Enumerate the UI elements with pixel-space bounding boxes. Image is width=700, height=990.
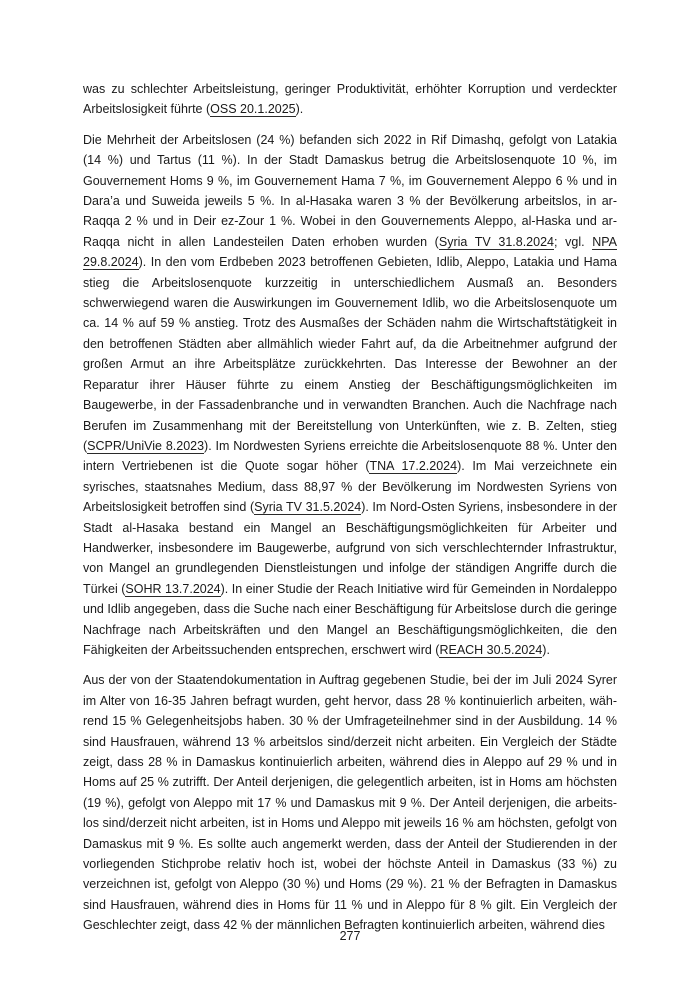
paragraph-text: ). In einer Studie der Reach Initiative wird für Gemeinden in Nordaleppo und Idlib angegeben, dass die Suche nach einer Beschäftigung für Arbeitslose durch die geringe Nachfrage nach Arbeitskräften und den Mangel an Beschäftigungsmöglichkeiten, die den Fähigkeiten der Arbeitssuchenden entsprechen, erschwert wird ( <box>83 581 618 657</box>
citation-link[interactable]: Syria TV 31.5.2024 <box>254 500 362 515</box>
citation-link[interactable]: OSS 20.1.2025 <box>210 102 296 117</box>
body-text <box>83 79 617 946</box>
paragraph-text: ). Im Nord-Osten Syriens, insbesondere in der Stadt al-Hasaka bestand ein Mangel an Beschäftigungsmöglichkeiten für Arbeiter und Handwerker, insbesondere im Baugewerbe, aufgrund von sich verschlechternder Infrastruktur, von Mangel an grundlegenden Dienstleistungen und infolge der ständigen Angriffe durch die Türkei ( <box>83 500 617 596</box>
paragraph <box>83 79 617 120</box>
paragraph-text: ). <box>295 102 304 117</box>
paragraph-text: Die Mehrheit der Arbeitslosen (24 %) befanden sich 2022 in Rif Dimashq, gefolgt von Latakia (14 %) und Tartus (11 %). In der Stadt Damaskus betrug die Arbeitslosenquote 10 %, im Gouvernement Homs 9 %, im Gouvernement Hama 7 %, im Gouvernement Aleppo 6 % und in Dara’a und Suweida jeweils 5 %. In al-Hasaka waren 3 % der Bevölkerung arbeitslos, in ar-Raqqa 2 % und in Deir ez-Zour 1 %. Wobei in den Gouvernements Aleppo, al-Haska und ar-Raqqa nicht in allen Landesteilen Daten erhoben wurden ( <box>83 132 617 249</box>
paragraph-text: Aus der von der Staatendokumentation in Auftrag gegebenen Studie, bei der im Juli 2024 Syrer im Alter von 16-35 Jahren befragt wurden, geht hervor, dass 28 % kontinuierlich arbeiten, während 15 % Gelegenheitsjobs haben. 30 % der Umfrageteilnehmer sind in der Ausbildung. 14 % sind Hausfrauen, während 13 % arbeitslos sind/derzeit nicht arbeiten. Ein Vergleich der Städte zeigt, dass 28 % in Damaskus kontinuierlich arbeiten, während dies in Aleppo auf 29 % und in Homs auf 25 % zutrifft. Der Anteil derjenigen, die gelegentlich arbeiten, ist in Homs am höchsten (19 %), gefolgt von Aleppo mit 17 % und Damaskus mit 9 %. Der Anteil derjenigen, die arbeitslos sind/derzeit nicht arbeiten, ist in Homs und Aleppo mit jeweils 16 % am höchsten, gefolgt von Damaskus mit 9 %. Es sollte auch angemerkt werden, dass der Anteil der Studierenden in der vorliegenden Stichprobe relativ hoch ist, wobei der höchste Anteil in Damaskus (33 %) zu verzeichnen ist, gefolgt von Aleppo (30 %) und Homs (29 %). 21 % der Befragten in Damaskus sind Hausfrauen, während dies in Homs für 11 % und in Aleppo für 8 % gilt. Ein Vergleich der Geschlechter zeigt, dass 42 % der männlichen Befragten kontinuierlich arbeiten, während dies <box>83 673 617 933</box>
citation-link[interactable]: TNA 17.2.2024 <box>369 459 458 474</box>
paragraph-text: ). In den vom Erdbeben 2023 betroffenen Gebieten, Idlib, Aleppo, Latakia und Hama stieg die Arbeitslosenquote kurzzeitig in unterschiedlichem Ausmaß an. Besonders schwerwiegend waren die Auswirkungen im Gouvernement Idlib, wo die Arbeitslosenquote um ca. 14 % auf 59 % anstieg. Trotz des Ausmaßes der Schäden nahm die Wirtschaftstätigkeit in den betroffenen Städten aber allmählich wieder Fahrt auf, da die Arbeitnehmer aufgrund der großen Armut an ihre Arbeitsplätze zurückkehrten. Das Interesse der Bewohner an der Reparatur ihrer Häuser führte zu einem Anstieg der Beschäftigungsmöglichkeiten im Baugewerbe, in der Fassadenbranche und in verwandten Branchen. Auch die Nachfrage nach Berufen im Zusammenhang mit der Bereitstellung von Unterkünften, wie z. B. Zelten, stieg ( <box>83 255 617 453</box>
paragraph <box>83 130 617 661</box>
paragraph-text: ). <box>542 642 550 657</box>
paragraph-text: ; vgl. <box>554 234 593 249</box>
citation-link[interactable]: NPA 29.8.2024 <box>83 234 618 270</box>
page-number: 277 <box>339 929 361 943</box>
paragraph-text: ). Im Nordwesten Syriens erreichte die Arbeitslosenquote 88 %. Unter den intern Vertriebenen ist die Quote sogar höher ( <box>83 438 617 474</box>
citation-link[interactable]: SOHR 13.7.2024 <box>125 581 221 596</box>
citation-link[interactable]: SCPR/UniVie 8.2023 <box>87 438 205 453</box>
citation-link[interactable]: Syria TV 31.8.2024 <box>438 234 554 249</box>
paragraph-text: ). Im Mai verzeichnete ein syrisches, staatsnahes Medium, dass 88,97 % der Bevölkerung im Nordwesten Syriens von Arbeitslosigkeit betroffen sind ( <box>83 459 617 515</box>
paragraph <box>83 670 617 935</box>
paragraph-text: was zu schlechter Arbeitsleistung, geringer Produktivität, erhöhter Korruption und verdeckter Arbeitslosigkeit führte ( <box>83 82 617 117</box>
citation-link[interactable]: REACH 30.5.2024 <box>439 642 543 657</box>
